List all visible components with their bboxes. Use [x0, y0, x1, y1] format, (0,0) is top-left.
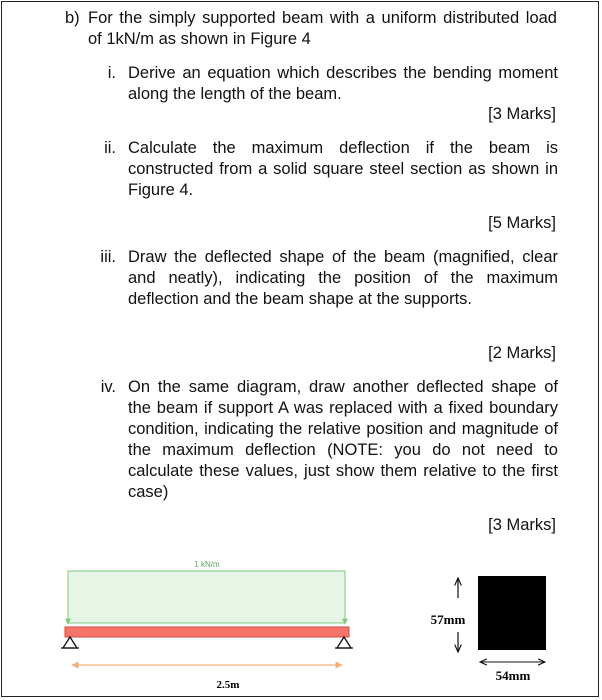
support-a-icon: [61, 637, 79, 648]
question-text: For the simply supported beam with a uniform distributed load of 1kN/m as shown in Figure 4: [88, 9, 557, 48]
part-number: ii.: [104, 139, 116, 157]
beam: [65, 627, 349, 637]
part-number: iii.: [100, 248, 116, 266]
load-label: 1 kN/m: [194, 560, 220, 569]
width-label: 54mm: [495, 668, 531, 683]
part-i-marks: [3 Marks]: [488, 105, 556, 123]
part-number: iv.: [100, 378, 116, 396]
question-label: b): [65, 9, 80, 27]
part-iii-marks: [2 Marks]: [488, 344, 556, 362]
span-label: 2.5m: [216, 679, 240, 691]
part-text: Draw the deflected shape of the beam (magnified, clear and neatly), indicating the position of the maximum deflection and the beam shape at the supports.: [128, 248, 558, 308]
part-iv-marks: [3 Marks]: [488, 516, 556, 534]
part-number: i.: [107, 64, 116, 82]
part-ii-marks: [5 Marks]: [488, 214, 556, 232]
udl-load-area: [68, 571, 345, 623]
part-text: Calculate the maximum deflection if the beam is constructed from a solid square steel section as shown in Figure 4.: [128, 139, 558, 199]
support-b-icon: [335, 637, 353, 648]
part-text: Derive an equation which describes the bending moment along the length of the beam.: [128, 64, 558, 103]
height-label: 57mm: [430, 612, 466, 627]
part-text: On the same diagram, draw another deflected shape of the beam if support A was replaced with a fixed boundary condition, indicating the relative position and magnitude of the maximum deflection (NOTE: you do not need to calculate these values, just show them relative to the first case): [128, 378, 558, 501]
cross-section: [478, 576, 546, 650]
